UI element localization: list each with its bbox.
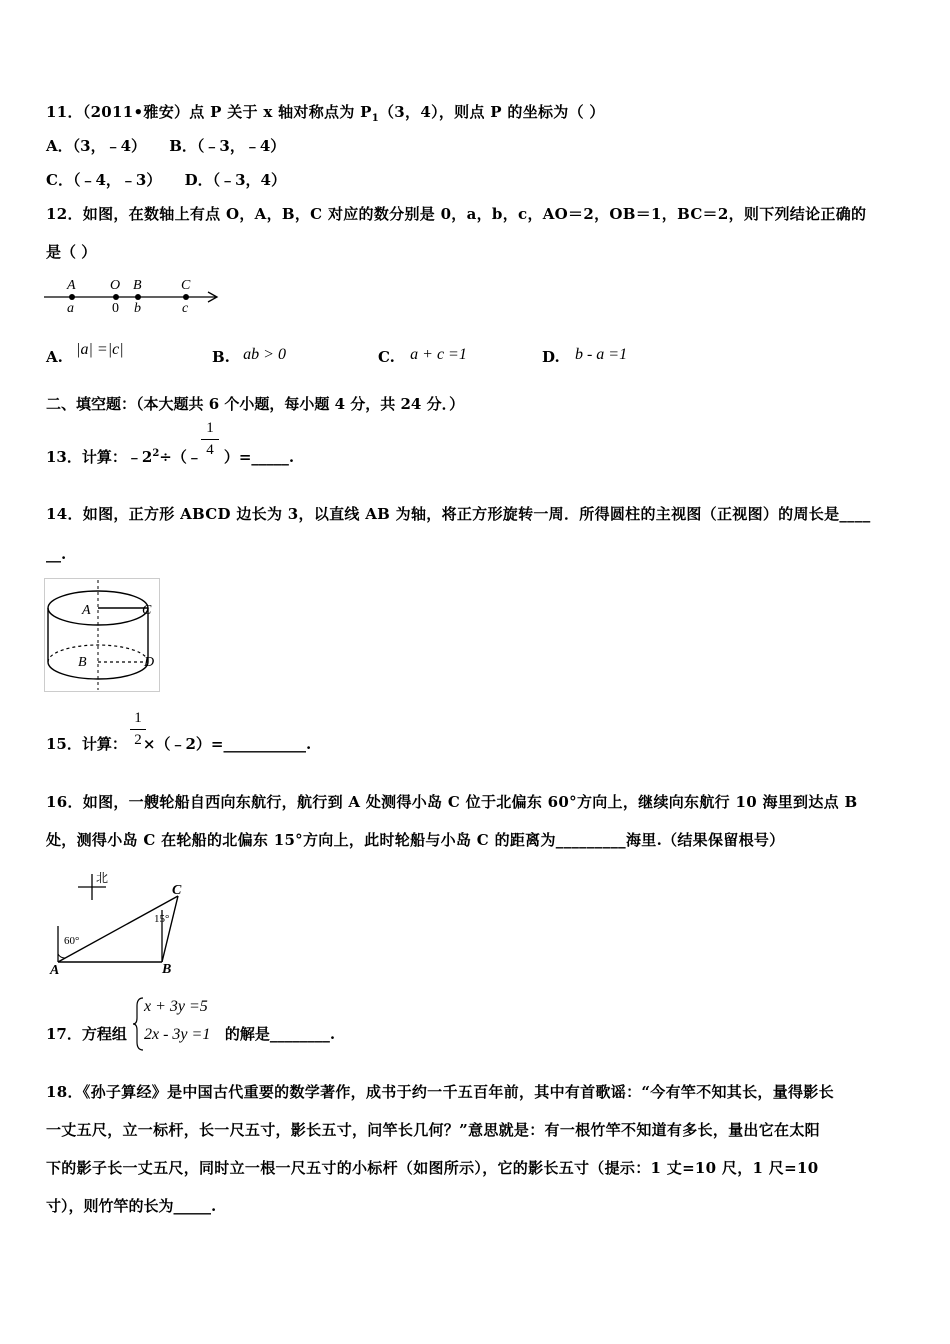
label-d: D xyxy=(144,655,155,670)
q12-option-a-label: A. xyxy=(46,348,63,366)
q17-prefix: 17．方程组 xyxy=(46,1025,127,1043)
q12-option-c-label: C. xyxy=(378,348,395,366)
q12-option-b-label: B. xyxy=(212,348,230,366)
point-b-label: B xyxy=(133,278,142,293)
q11-option-a: A．（3，﹣4） xyxy=(46,137,147,155)
north-label: 北 xyxy=(96,871,109,885)
q12-option-d-math: b - a =1 xyxy=(574,346,628,363)
q17-equation-1: x + 3y =5 xyxy=(144,998,208,1015)
label-c: C xyxy=(172,883,182,898)
q12-option-b xyxy=(212,348,286,367)
angle-arc-a xyxy=(58,954,65,958)
number-line-figure xyxy=(40,274,230,318)
point-c-label: C xyxy=(181,278,191,293)
ship-island-figure xyxy=(44,868,194,980)
q11-stem xyxy=(46,102,605,129)
segment-ac xyxy=(58,896,178,962)
label-b: B xyxy=(162,962,172,977)
q12-stem-line2: 是（ ） xyxy=(46,243,97,261)
point-c-value: c xyxy=(182,301,189,316)
q13-line xyxy=(46,444,294,467)
point-o-dot xyxy=(113,294,119,300)
label-c: C xyxy=(142,603,152,618)
q12-stem: 12．如图，在数轴上有点 O，A，B，C 对应的数分别是 0，a，b，c，AO＝2，OB＝1，BC＝2，则下列结论正确的 xyxy=(46,205,867,223)
q13-exponent: 2 xyxy=(152,448,160,459)
q12-option-a xyxy=(46,341,124,367)
q15-denominator: 2 xyxy=(134,732,142,748)
q14-stem-line2: __. xyxy=(46,545,67,563)
label-a: A xyxy=(82,603,91,618)
q18-line-1: 18．《孙子算经》是中国古代重要的数学著作，成书于约一千五百年前，其中有首歌谣：“今有竿不知其长，量得影长 xyxy=(46,1083,834,1101)
q11-stem-text: 11．（2011•雅安）点 P 关于 x 轴对称点为 P xyxy=(46,103,372,121)
q16-stem-line2: 处，测得小岛 C 在轮船的北偏东 15°方向上，此时轮船与小岛 C 的距离为_________海里.（结果保留根号） xyxy=(46,831,785,849)
label-b: B xyxy=(78,655,87,670)
q13-numerator: 1 xyxy=(206,420,214,436)
q11-options-row2 xyxy=(46,170,286,190)
q15-prefix: 15．计算： xyxy=(46,735,127,753)
angle-60-label: 60° xyxy=(64,935,80,947)
point-o-label: O xyxy=(110,278,121,293)
point-o-value: 0 xyxy=(112,301,119,316)
figure-frame xyxy=(45,579,160,692)
q15-fraction xyxy=(130,710,146,749)
q17-suffix: 的解是________. xyxy=(224,1025,336,1043)
q11-stem-tail: （3，4），则点 P 的坐标为（ ） xyxy=(379,103,605,121)
point-c-dot xyxy=(183,294,189,300)
q14-stem: 14．如图，正方形 ABCD 边长为 3，以直线 AB 为轴，将正方形旋转一周．所得圆柱的主视图（正视图）的周长是____ xyxy=(46,505,871,523)
q18-line-2: 一丈五尺，立一标杆，长一尺五寸，影长五寸，问竿长几何？”意思就是：有一根竹竿不知道有多长，量出它在太阳 xyxy=(46,1121,820,1139)
q12-option-d-label: D. xyxy=(542,348,560,366)
system-brace xyxy=(133,998,143,1050)
q11-subscript: 1 xyxy=(371,113,379,124)
angle-15-label: 15° xyxy=(154,913,170,925)
q18-line-3: 下的影子长一丈五尺，同时立一根一尺五寸的小标杆（如图所示），它的影长五寸（提示：1 丈=10 尺，1 尺=10 xyxy=(46,1159,819,1177)
q18-line-4: 寸），则竹竿的长为_____. xyxy=(46,1197,217,1215)
q13-fraction xyxy=(201,420,219,459)
q13-suffix: ）=_____. xyxy=(223,448,295,466)
point-a-label: A xyxy=(67,278,76,293)
q11-option-c: C．（﹣4，﹣3） xyxy=(46,171,162,189)
q12-option-a-math: |a| =|c| xyxy=(76,341,124,358)
point-b-value: b xyxy=(134,301,141,316)
q16-stem: 16．如图，一艘轮船自西向东航行，航行到 A 处测得小岛 C 位于北偏东 60°方向上，继续向东航行 10 海里到达点 B xyxy=(46,793,858,811)
q15-line xyxy=(46,734,311,754)
q13-mid: ÷（﹣ xyxy=(159,448,202,466)
segment-bc xyxy=(162,896,178,962)
q12-option-c-math: a + c =1 xyxy=(410,346,467,363)
q12-option-c xyxy=(378,348,467,367)
q11-options-row1 xyxy=(46,136,285,156)
q15-suffix: ×（﹣2）=___________. xyxy=(142,735,312,753)
q11-option-d: D．（﹣3，4） xyxy=(184,171,286,189)
q12-option-d xyxy=(542,348,627,367)
label-a: A xyxy=(50,963,60,978)
cylinder-figure xyxy=(44,578,160,692)
q13-prefix: 13．计算：﹣2 xyxy=(46,448,153,466)
q17-equation-2: 2x - 3y =1 xyxy=(144,1026,211,1043)
q11-option-b: B．（﹣3，﹣4） xyxy=(169,137,286,155)
q15-numerator: 1 xyxy=(134,710,142,726)
point-a-dot xyxy=(69,294,75,300)
q13-denominator: 4 xyxy=(206,442,214,458)
point-a-value: a xyxy=(67,301,74,316)
point-b-dot xyxy=(135,294,141,300)
q12-option-b-math: ab > 0 xyxy=(243,346,286,363)
section-2-heading: 二、填空题：（本大题共 6 个小题，每小题 4 分，共 24 分．） xyxy=(46,395,465,413)
